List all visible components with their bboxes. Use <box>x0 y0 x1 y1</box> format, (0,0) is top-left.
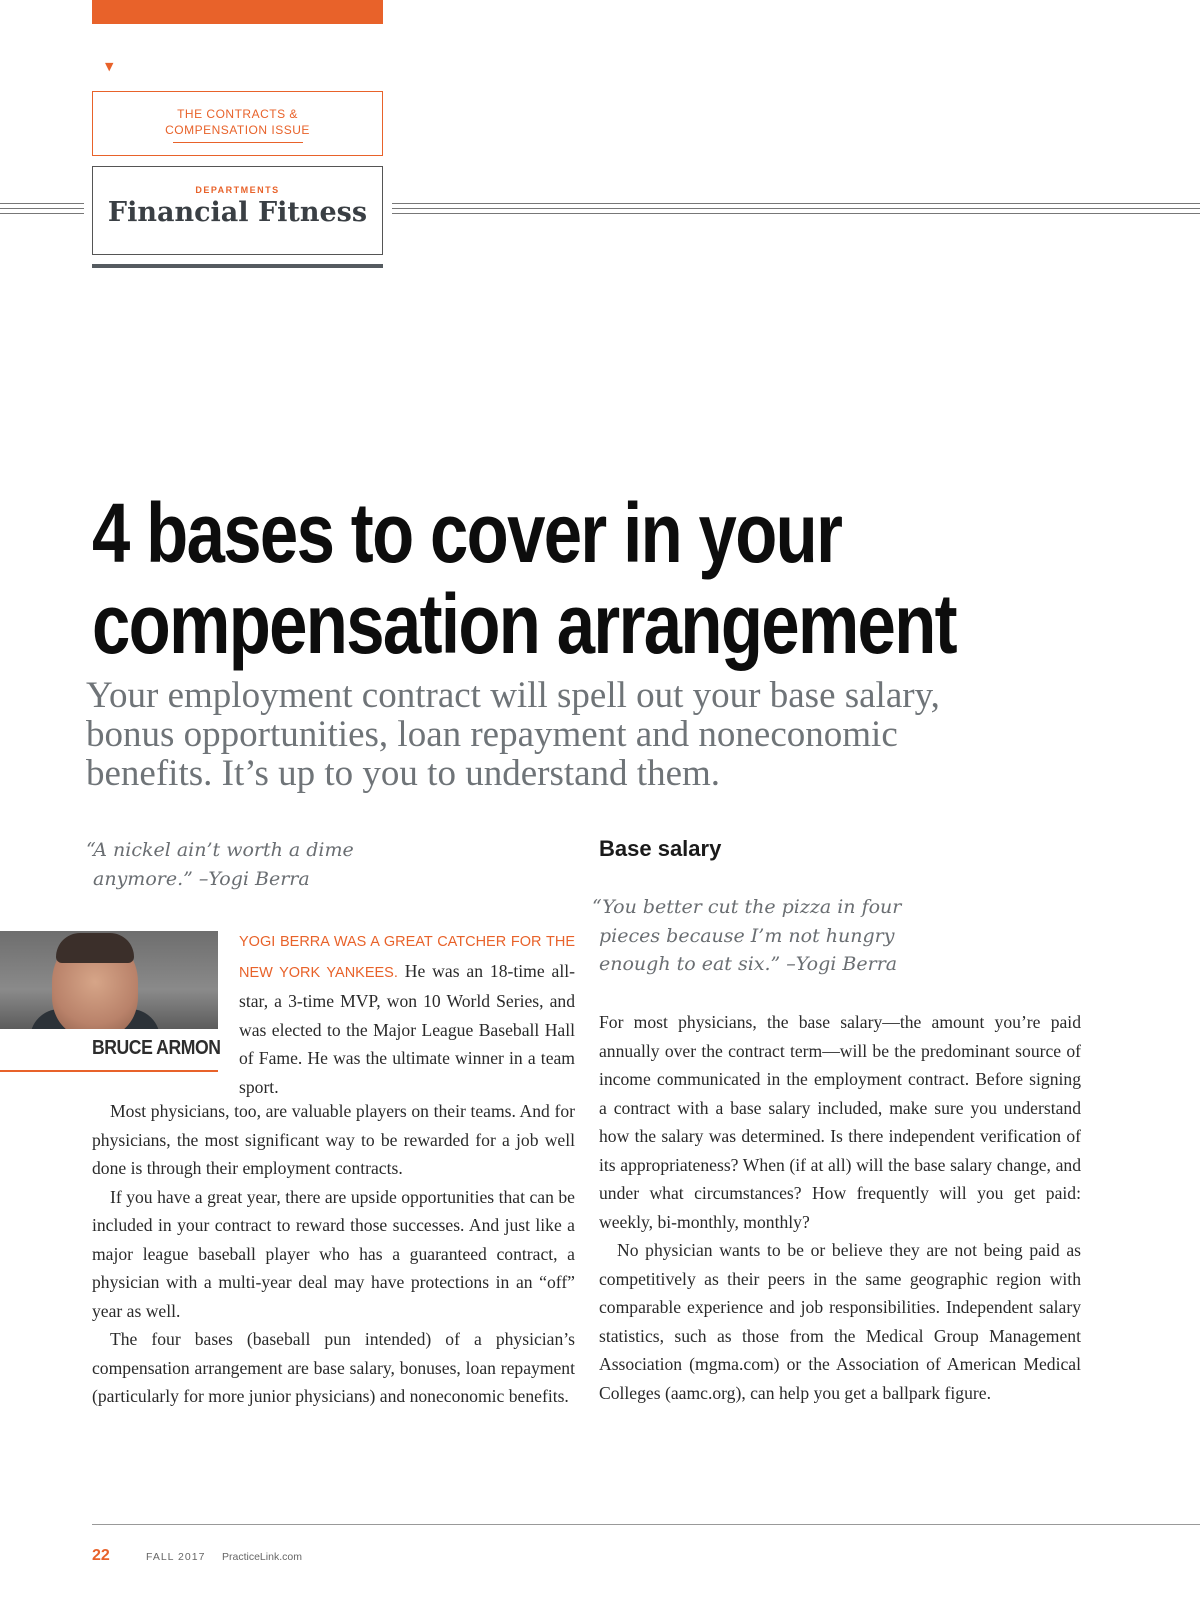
issue-label-line2: COMPENSATION ISSUE <box>165 123 310 137</box>
headline-line2: compensation arrangement <box>92 577 956 671</box>
paragraph-base-salary-1: For most physicians, the base salary—the amount you’re paid annually over the contract term—will be the predominant source of income communicated in the employment contract. Before signing a contract with a base salary included, make sure you understand how the salary was determined. Is there independent verification of its appropriateness? When (if at all) will the base salary change, and under what circumstances? How frequently will you get paid: weekly, bi-monthly, monthly? <box>599 1012 1081 1232</box>
intro-rest: He was an 18-time all-star, a 3-time MVP, won 10 World Series, and was elected to the Major League Baseball Hall of Fame. He was the ultimate winner in a team sport. <box>239 960 575 1097</box>
section-quote <box>592 893 1072 979</box>
paragraph-intro <box>239 926 575 1101</box>
triangle-down-icon: ▼ <box>105 60 114 73</box>
department-title: Financial Fitness <box>107 197 368 228</box>
paragraph-2: Most physicians, too, are valuable players on their teams. And for physicians, the most significant way to be rewarded for a job well done is through their employment contracts. <box>92 1101 575 1178</box>
author-photo <box>0 931 218 1029</box>
article-subhead: Your employment contract will spell out your base salary, bonus opportunities, loan repayment and noneconomic benefits. It’s up to you to understand them. <box>86 675 940 794</box>
headline-line1: 4 bases to cover in your <box>92 486 842 580</box>
section-heading-base-salary: Base salary <box>599 836 722 861</box>
author-rule <box>0 1070 218 1072</box>
page-number: 22 <box>92 1547 110 1564</box>
article-headline <box>92 486 956 671</box>
issue-label-line1: THE CONTRACTS & <box>177 107 298 121</box>
paragraph-base-salary-2: No physician wants to be or believe they are not being paid as competitively as their peers in the same geographic region with comparable experience and job responsibilities. Independent salary statistics, such as those from the Medical Group Management Association (mgma.com) or the Association of American Medical Colleges (aamc.org), can help you get a ballpark figure. <box>599 1240 1081 1403</box>
paragraph-4: The four bases (baseball pun intended) of a physician’s compensation arrangement are base salary, bonuses, loan repayment (particularly for more junior physicians) and noneconomic benefits. <box>92 1329 575 1406</box>
section-quote-line3: enough to eat six.” –Yogi Berra <box>599 953 898 975</box>
column-1-intro <box>239 926 575 1101</box>
top-accent-bar <box>92 0 383 24</box>
lead-in: YOGI BERRA WAS A GREAT CATCHER FOR THE NEW YORK YANKEES. <box>239 934 575 981</box>
section-quote-line1: “You better cut the pizza in four <box>592 896 902 918</box>
issue-underline <box>173 142 303 143</box>
department-box <box>92 166 383 255</box>
section-rule-left <box>0 203 84 214</box>
issue-label <box>93 106 382 138</box>
paragraph-3: If you have a great year, there are upside opportunities that can be included in your contract to reward those successes. And just like a major league baseball player who has a guaranteed contract, a physician with a multi-year deal may have protections in an “off” year as well. <box>92 1186 575 1321</box>
issue-label-box <box>92 91 383 156</box>
footer-site-link[interactable]: PracticeLink.com <box>222 1551 302 1563</box>
department-label: DEPARTMENTS <box>195 185 280 195</box>
epigraph-quote <box>86 836 526 893</box>
department-underbar <box>92 264 383 268</box>
section-quote-line2: pieces because I’m not hungry <box>599 924 895 947</box>
section-rule-right <box>392 203 1200 214</box>
author-name: BRUCE ARMON <box>92 1037 221 1059</box>
epigraph-line2: anymore.” –Yogi Berra <box>93 867 310 890</box>
epigraph-line1: “A nickel ain’t worth a dime <box>86 839 354 861</box>
column-2-body <box>599 1008 1081 1407</box>
footer-rule <box>92 1524 1200 1525</box>
footer-issue: FALL 2017 <box>146 1551 206 1563</box>
column-1-body <box>92 1097 575 1411</box>
